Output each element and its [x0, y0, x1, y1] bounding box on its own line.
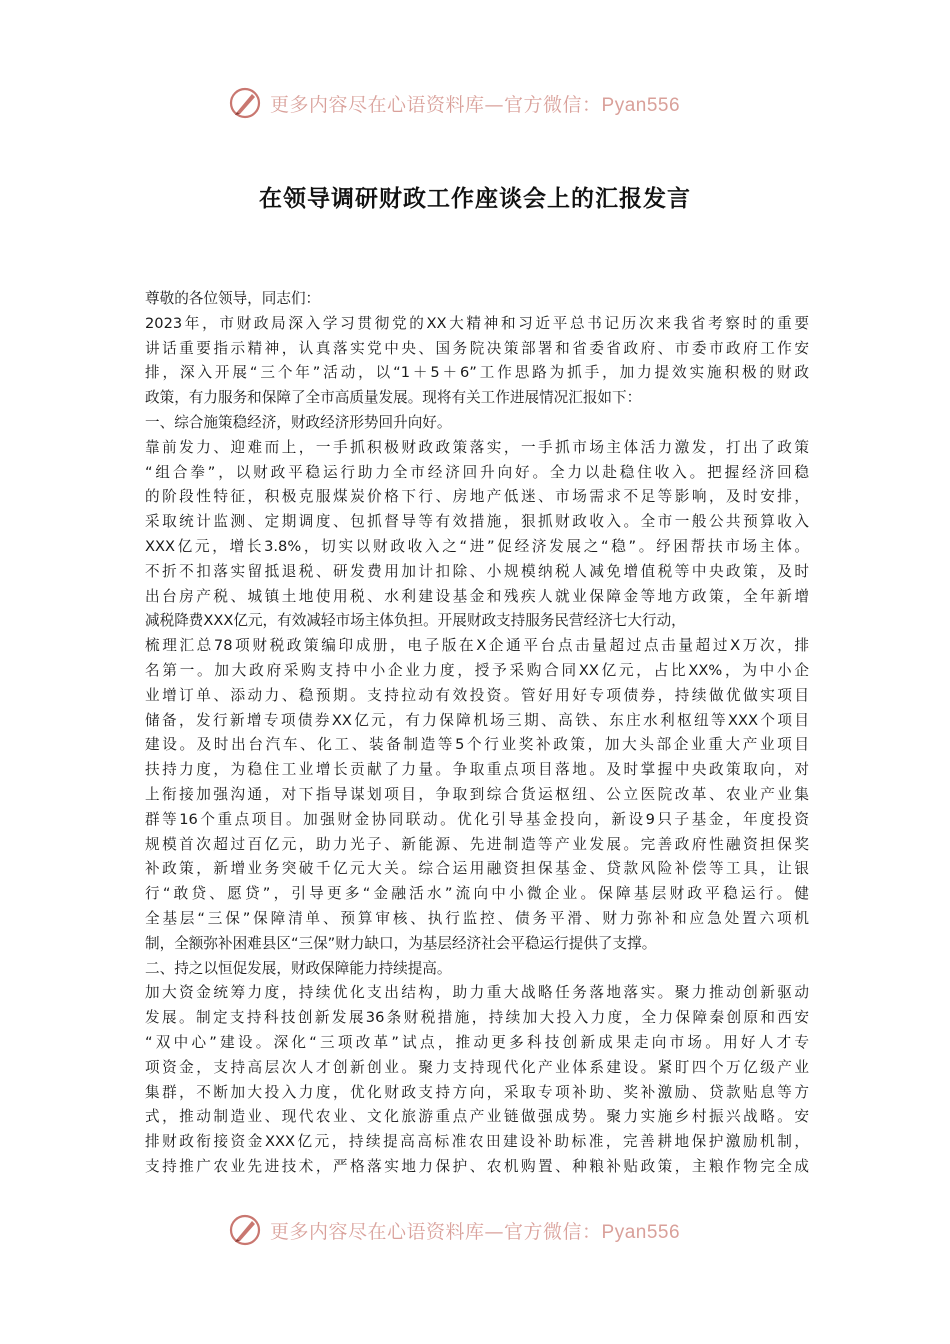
text-line: 出台房产税、城镇土地使用税、水利建设基金和残疾人就业保障金等地方政策，全年新增 — [145, 587, 809, 605]
text-line: 的阶段性特征，积极克服煤炭价格下行、房地产低迷、市场需求不足等影响，及时安排， — [145, 488, 809, 506]
text-line: 规模首次超过百亿元，助力光子、新能源、先进制造等产业发展。完善政府性融资担保奖 — [145, 835, 809, 853]
text-line: 式，推动制造业、现代农业、文化旅游重点产业链做强成势。聚力实施乡村振兴战略。安 — [145, 1108, 809, 1126]
wechat-id: Pyan556 — [601, 94, 681, 116]
text-line: 业增订单、添动力、稳预期。支持拉动有效投资。管好用好专项债券，持续做优做实项目 — [145, 686, 809, 704]
text-line: “组合拳”，以财政平稳运行助力全市经济回升向好。全力以赴稳住收入。把握经济回稳 — [145, 463, 809, 481]
document-title: 在领导调研财政工作座谈会上的汇报发言 — [259, 185, 691, 212]
text-line: 讲话重要指示精神，认真落实党中央、国务院决策部署和省委省政府、市委市政府工作安 — [145, 339, 809, 357]
text-line: 支持推广农业先进技术，严格落实地力保护、农机购置、种粮补贴政策，主粮作物完全成 — [145, 1157, 809, 1175]
text-line: 发展。制定支持科技创新发展36条财税措施，持续加大投入力度，全力保障秦创原和西安 — [145, 1009, 809, 1027]
text-line: 减税降费XXX亿元，有效减轻市场主体负担。开展财政支持服务民营经济七大行动， — [145, 612, 686, 630]
text-line: 排，深入开展“三个年”活动，以“1＋5＋6”工作思路为抓手，加力提效实施积极的财政 — [145, 364, 809, 382]
text-line: “双中心”建设。深化“三项改革”试点，推动更多科技创新成果走向市场。用好人才专 — [145, 1033, 809, 1051]
banner-text: 更多内容尽在心语资料库—官方微信：Pyan556 — [270, 1220, 681, 1243]
pen-circle-logo-icon — [228, 86, 262, 120]
footer-banner — [228, 1210, 728, 1250]
text-line: 集群，不断加大投入力度，优化财政支持方向，采取专项补助、奖补激励、贷款贴息等方 — [145, 1083, 809, 1101]
text-line: 不折不扣落实留抵退税、研发费用加计扣除、小规模纳税人减免增值税等中央政策，及时 — [145, 562, 809, 580]
pen-circle-logo-icon — [228, 1213, 262, 1247]
text-line: 扶持力度，为稳住工业增长贡献了力量。争取重点项目落地。及时掌握中央政策取向，对 — [145, 761, 809, 779]
wechat-id: Pyan556 — [601, 1221, 681, 1243]
text-line: 建设。及时出台汽车、化工、装备制造等5个行业奖补政策，加大头部企业重大产业项目 — [145, 736, 809, 754]
header-banner — [228, 83, 728, 123]
text-line: 储备，发行新增专项债券XX亿元，有力保障机场三期、高铁、东庄水利枢纽等XXX个项目 — [145, 711, 809, 729]
text-line: 排财政衔接资金XXX亿元，持续提高高标准农田建设补助标准，完善耕地保护激励机制， — [145, 1133, 809, 1151]
text-line: 名第一。加大政府采购支持中小企业力度，授予采购合同XX亿元，占比XX%，为中小企 — [145, 661, 809, 679]
text-line: 补政策，新增业务突破千亿元大关。综合运用融资担保基金、贷款风险补偿等工具，让银 — [145, 860, 809, 878]
banner-text: 更多内容尽在心语资料库—官方微信：Pyan556 — [270, 93, 681, 116]
text-line: 靠前发力、迎难而上，一手抓积极财政政策落实，一手抓市场主体活力激发，打出了政策 — [145, 438, 809, 456]
text-line: 上衔接加强沟通，对下指导谋划项目，争取到综合货运枢纽、公立医院改革、农业产业集 — [145, 785, 809, 803]
text-line: 尊敬的各位领导，同志们： — [145, 290, 321, 307]
text-line: 项资金，支持高层次人才创新创业。聚力支持现代化产业体系建设。紧盯四个万亿级产业 — [145, 1058, 809, 1076]
document-body — [145, 287, 809, 1180]
text-line: 制，全额弥补困难县区“三保”财力缺口，为基层经济社会平稳运行提供了支撑。 — [145, 934, 657, 952]
text-line: 一、综合施策稳经济，财政经济形势回升向好。 — [145, 413, 452, 431]
text-line: 全基层“三保”保障清单、预算审核、执行监控、债务平滑、财力弥补和应急处置六项机 — [145, 909, 809, 927]
text-line: 2023年，市财政局深入学习贯彻党的XX大精神和习近平总书记历次来我省考察时的重要 — [145, 314, 809, 332]
text-line: 行“敢贷、愿贷”，引导更多“金融活水”流向中小微企业。保障基层财政平稳运行。健 — [145, 885, 809, 903]
text-line: 二、持之以恒促发展，财政保障能力持续提高。 — [145, 959, 452, 977]
text-line: 梳理汇总78项财税政策编印成册，电子版在X企通平台点击量超过点击量超过X万次，排 — [145, 637, 809, 655]
text-line: 群等16个重点项目。加强财金协同联动。优化引导基金投向，新设9只子基金，年度投资 — [145, 810, 809, 828]
text-line: XXX亿元，增长3.8%，切实以财政收入之“进”促经济发展之“稳”。纾困帮扶市场主体。 — [145, 537, 809, 555]
text-line: 采取统计监测、定期调度、包抓督导等有效措施，狠抓财政收入。全市一般公共预算收入 — [145, 513, 809, 531]
text-line: 加大资金统筹力度，持续优化支出结构，助力重大战略任务落地落实。聚力推动创新驱动 — [145, 984, 809, 1002]
text-line: 政策，有力服务和保障了全市高质量发展。现将有关工作进展情况汇报如下： — [145, 389, 642, 407]
